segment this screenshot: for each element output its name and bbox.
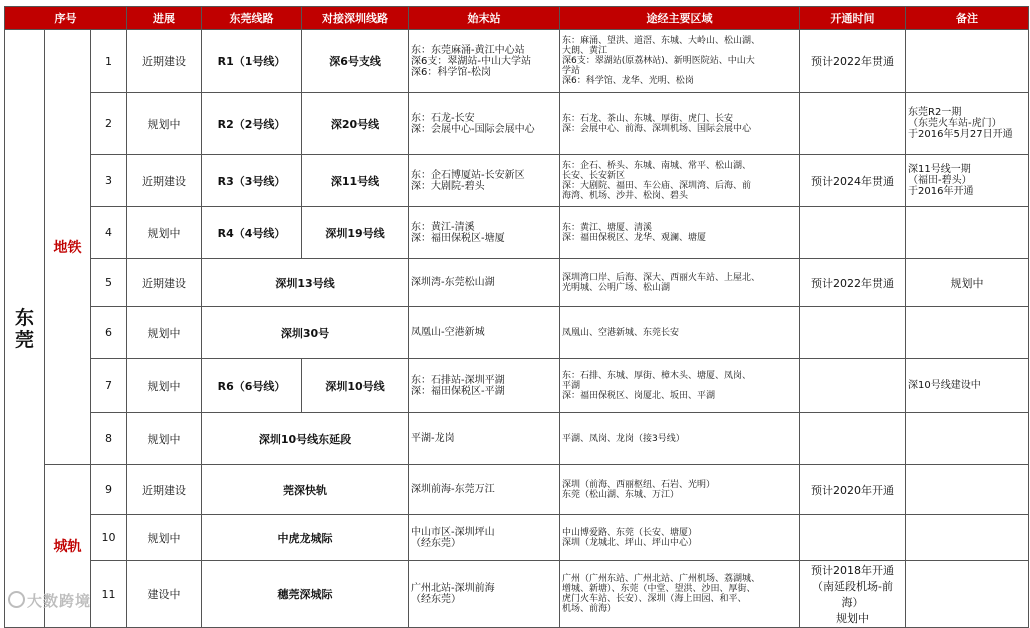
watermark-text: 大数跨境 [27, 592, 92, 610]
row-terminals: 东：石排站-深圳平湖 深：福田保税区-平湖 [409, 359, 560, 413]
table-row [5, 465, 1029, 515]
row-no: 5 [91, 259, 127, 307]
row-open-time [800, 413, 906, 465]
row-no: 11 [91, 561, 127, 628]
row-dongguan-line: R6（6号线） [202, 359, 302, 413]
row-open-time [800, 93, 906, 155]
table-row [5, 207, 1029, 259]
header-status: 进展 [127, 7, 202, 30]
table-row [5, 359, 1029, 413]
row-status: 规划中 [127, 359, 202, 413]
row-shenzhen-line: 深6号支线 [302, 30, 409, 93]
row-open-time [800, 307, 906, 359]
row-note: 深11号线一期 （福田-碧头） 于2016年开通 [906, 155, 1029, 207]
row-no: 8 [91, 413, 127, 465]
table-row [5, 413, 1029, 465]
row-status: 近期建设 [127, 465, 202, 515]
table-row [5, 93, 1029, 155]
row-terminals: 中山市区-深圳坪山 （经东莞） [409, 515, 560, 561]
row-terminals: 深圳前海-东莞万江 [409, 465, 560, 515]
header-areas: 途经主要区域 [560, 7, 800, 30]
header-no: 序号 [5, 7, 127, 30]
row-terminals: 深圳湾-东莞松山湖 [409, 259, 560, 307]
row-terminals: 东：石龙-长安 深：会展中心-国际会展中心 [409, 93, 560, 155]
row-status: 规划中 [127, 307, 202, 359]
row-areas: 东：企石、桥头、东城、南城、常平、松山湖、 长安、长安新区 深：大剧院、福田、车公庙、深圳湾、后海、前 海湾、机场、沙井、松岗、碧头 [560, 155, 800, 207]
row-open-time [800, 207, 906, 259]
row-merged-line: 中虎龙城际 [202, 515, 409, 561]
category-metro: 地铁 [45, 30, 91, 465]
row-merged-line: 莞深快轨 [202, 465, 409, 515]
header-note: 备注 [906, 7, 1029, 30]
row-no: 7 [91, 359, 127, 413]
row-areas: 深圳湾口岸、后海、深大、西丽火车站、上屋北、 光明城、公明广场、松山湖 [560, 259, 800, 307]
watermark [8, 590, 91, 611]
row-merged-line: 深圳10号线东延段 [202, 413, 409, 465]
row-areas: 东：麻涌、望洪、道滘、东城、大岭山、松山湖、 大朗、黄江 深6支：翠湖站(原荔林站)、新明医院站、中山大 学站 深6：科学馆、龙华、光明、松岗 [560, 30, 800, 93]
row-open-time: 预计2020年开通 [800, 465, 906, 515]
row-no: 10 [91, 515, 127, 561]
row-note [906, 307, 1029, 359]
row-status: 近期建设 [127, 30, 202, 93]
table-row [5, 259, 1029, 307]
rail-lines-table [4, 6, 1029, 628]
row-open-time: 预计2022年贯通 [800, 259, 906, 307]
header-terminals: 始末站 [409, 7, 560, 30]
row-areas: 广州（广州东站、广州北站、广州机场、荔湖城、 增城、新塘）、东莞（中堂、望洪、沙田、厚街、 虎门火车站、长安）、深圳（海上田园、和平、 机场、前海） [560, 561, 800, 628]
row-terminals: 平湖-龙岗 [409, 413, 560, 465]
row-areas: 深圳（前海、西丽枢纽、石岩、光明） 东莞（松山湖、东城、万江） [560, 465, 800, 515]
row-note: 深10号线建设中 [906, 359, 1029, 413]
row-merged-line: 深圳13号线 [202, 259, 409, 307]
row-no: 6 [91, 307, 127, 359]
row-areas: 平湖、凤岗、龙岗（接3号线） [560, 413, 800, 465]
row-merged-line: 深圳30号 [202, 307, 409, 359]
row-status: 近期建设 [127, 259, 202, 307]
row-dongguan-line: R2（2号线） [202, 93, 302, 155]
row-merged-line: 穗莞深城际 [202, 561, 409, 628]
row-status: 规划中 [127, 207, 202, 259]
row-dongguan-line: R1（1号线） [202, 30, 302, 93]
header-row [5, 7, 1029, 30]
category-intercity: 城轨 [45, 465, 91, 628]
row-no: 3 [91, 155, 127, 207]
row-shenzhen-line: 深20号线 [302, 93, 409, 155]
row-open-time: 预计2018年开通 （南延段机场-前海） 规划中 [800, 561, 906, 628]
row-open-time: 预计2022年贯通 [800, 30, 906, 93]
row-note: 规划中 [906, 259, 1029, 307]
row-areas: 凤凰山、空港新城、东莞长安 [560, 307, 800, 359]
header-dongguan-line: 东莞线路 [202, 7, 302, 30]
row-shenzhen-line: 深圳19号线 [302, 207, 409, 259]
row-no: 9 [91, 465, 127, 515]
row-dongguan-line: R4（4号线） [202, 207, 302, 259]
row-open-time [800, 359, 906, 413]
row-status: 近期建设 [127, 155, 202, 207]
row-status: 规划中 [127, 413, 202, 465]
table-row [5, 561, 1029, 628]
watermark-logo-icon [8, 591, 25, 608]
row-shenzhen-line: 深圳10号线 [302, 359, 409, 413]
row-no: 2 [91, 93, 127, 155]
row-note [906, 465, 1029, 515]
row-terminals: 广州北站-深圳前海 （经东莞） [409, 561, 560, 628]
row-status: 规划中 [127, 93, 202, 155]
row-note [906, 413, 1029, 465]
table-row [5, 515, 1029, 561]
row-areas: 东：石龙、茶山、东城、厚街、虎门、长安 深：会展中心、前海、深圳机场、国际会展中心 [560, 93, 800, 155]
row-terminals: 东：黄江-清溪 深：福田保税区-塘厦 [409, 207, 560, 259]
row-terminals: 东：企石博厦站-长安新区 深：大剧院-碧头 [409, 155, 560, 207]
table-row [5, 155, 1029, 207]
row-dongguan-line: R3（3号线） [202, 155, 302, 207]
row-open-time [800, 515, 906, 561]
row-status: 建设中 [127, 561, 202, 628]
row-terminals: 东：东莞麻涌-黄江中心站 深6支：翠湖站-中山大学站 深6：科学馆-松岗 [409, 30, 560, 93]
row-shenzhen-line: 深11号线 [302, 155, 409, 207]
row-areas: 东：黄江、塘厦、清溪 深：福田保税区、龙华、观澜、塘厦 [560, 207, 800, 259]
row-areas: 东：石排、东城、厚街、樟木头、塘厦、凤岗、 平湖 深：福田保税区、岗厦北、坂田、平湖 [560, 359, 800, 413]
row-note [906, 515, 1029, 561]
row-note: 东莞R2一期 （东莞火车站-虎门） 于2016年5月27日开通 [906, 93, 1029, 155]
row-note [906, 207, 1029, 259]
row-no: 4 [91, 207, 127, 259]
header-open-time: 开通时间 [800, 7, 906, 30]
row-note [906, 561, 1029, 628]
header-shenzhen-line: 对接深圳线路 [302, 7, 409, 30]
row-open-time: 预计2024年贯通 [800, 155, 906, 207]
row-areas: 中山博爱路、东莞（长安、塘厦） 深圳（龙城北、坪山、坪山中心） [560, 515, 800, 561]
city-label: 东 莞 [5, 30, 45, 628]
row-status: 规划中 [127, 515, 202, 561]
row-no: 1 [91, 30, 127, 93]
table-row [5, 307, 1029, 359]
row-note [906, 30, 1029, 93]
row-terminals: 凤凰山-空港新城 [409, 307, 560, 359]
table-row [5, 30, 1029, 93]
